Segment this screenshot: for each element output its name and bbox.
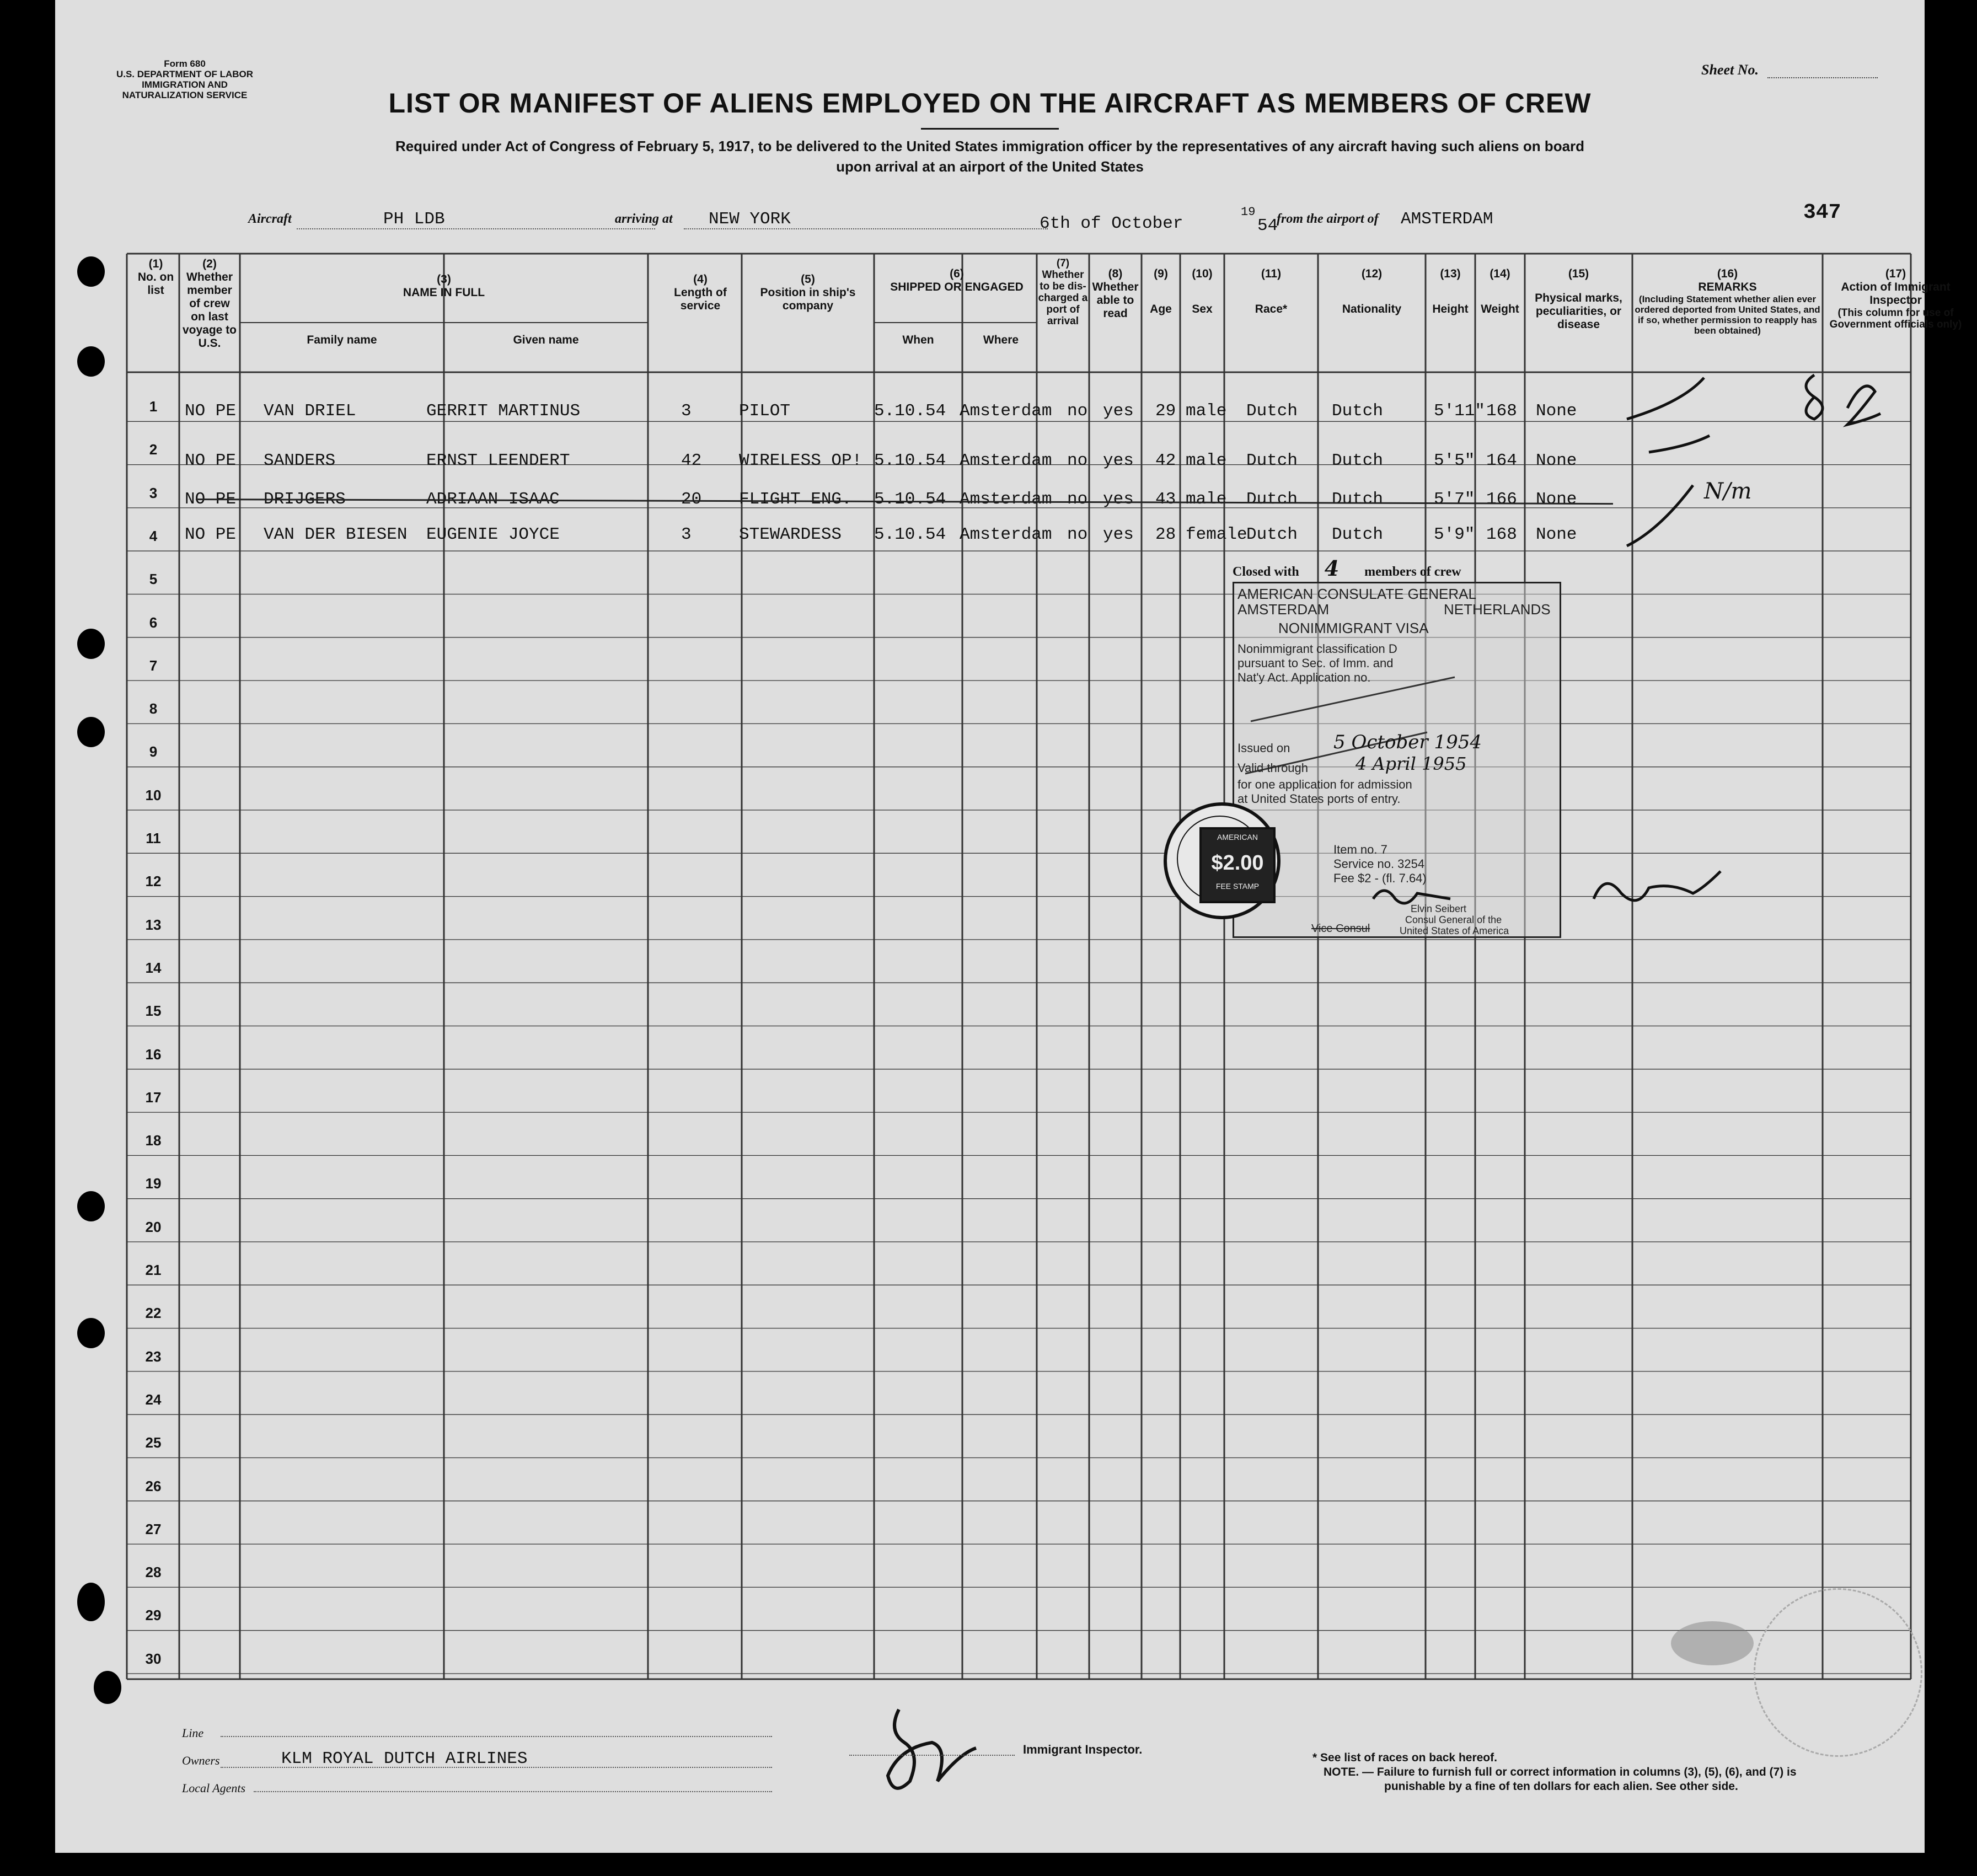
binder-hole <box>77 1191 105 1221</box>
col-8-header: (8) Whether able to read <box>1092 267 1139 320</box>
cell-service: 20 <box>681 490 702 509</box>
col-13-header: (13) Height <box>1432 267 1469 315</box>
from-value: AMSTERDAM <box>1401 210 1493 229</box>
from-label: from the airport of <box>1277 212 1379 226</box>
row-number: 7 <box>149 657 158 674</box>
row-number: 15 <box>145 1003 162 1020</box>
page-number: 347 <box>1803 201 1841 224</box>
row-number: 13 <box>145 916 162 933</box>
cell-last: NO PE <box>185 451 237 470</box>
row-number: 5 <box>149 571 158 588</box>
row-number: 30 <box>145 1650 162 1667</box>
col-5-header: (5) Position in ship's company <box>760 273 856 312</box>
cell-sex: male <box>1186 451 1227 470</box>
cell-when: 5.10.54 <box>874 451 946 470</box>
row-number: 21 <box>145 1262 162 1278</box>
local-agents-label: Local Agents <box>182 1781 246 1795</box>
col-1-header: (1) No. on list <box>137 258 174 297</box>
col-6a-header: When <box>902 334 934 346</box>
row-number: 12 <box>145 873 162 890</box>
binder-hole <box>77 717 105 747</box>
row-number: 17 <box>145 1089 162 1106</box>
inspector-signature <box>838 1698 1037 1798</box>
cell-read: yes <box>1103 490 1134 509</box>
cell-where: Amsterdam <box>960 525 1052 544</box>
closed-with: Closed with 4 members of crew <box>1233 556 1461 581</box>
cell-family: VAN DER BIESEN <box>264 525 408 544</box>
cell-age: 42 <box>1155 451 1176 470</box>
department: U.S. DEPARTMENT OF LABOR <box>116 69 254 79</box>
cell-position: PILOT <box>739 401 791 421</box>
column-headers <box>55 251 1962 372</box>
cell-service: 3 <box>681 401 692 421</box>
cell-race: Dutch <box>1246 451 1298 470</box>
arriving-value: NEW YORK <box>709 210 791 229</box>
local-agents-field <box>254 1791 772 1792</box>
cell-family: VAN DRIEL <box>264 401 356 421</box>
row-number: 1 <box>149 398 158 415</box>
footer <box>55 1698 1925 1853</box>
cell-read: yes <box>1103 451 1134 470</box>
col-3a-header: Family name <box>307 334 377 346</box>
row-number: 29 <box>145 1607 162 1624</box>
col-7-header: (7) Whether to be dis-charged a port of arrival <box>1038 258 1088 327</box>
row-number: 26 <box>145 1477 162 1494</box>
row-number: 16 <box>145 1046 162 1063</box>
consul-signature <box>1362 860 1748 921</box>
row-number: 4 <box>149 527 158 544</box>
row-number: 10 <box>145 786 162 803</box>
cell-nationality: Dutch <box>1332 451 1384 470</box>
cell-age: 29 <box>1155 401 1176 421</box>
owners-field <box>221 1767 772 1768</box>
cell-weight: 166 <box>1486 490 1517 509</box>
binder-hole <box>94 1671 121 1704</box>
cell-sex: male <box>1186 490 1227 509</box>
cell-nationality: Dutch <box>1332 490 1384 509</box>
cell-last: NO PE <box>185 490 237 509</box>
row-number: 19 <box>145 1175 162 1192</box>
col-6b-header: Where <box>983 334 1019 346</box>
service-name: IMMIGRATION AND NATURALIZATION SERVICE <box>122 79 248 100</box>
cell-where: Amsterdam <box>960 490 1052 509</box>
cell-given: ADRIAAN ISAAC <box>426 490 560 509</box>
date-value: 6th of October <box>1040 214 1183 233</box>
cell-position: WIRELESS OP! <box>739 451 862 470</box>
remarks-handwriting <box>1616 364 1903 540</box>
cell-race: Dutch <box>1246 490 1298 509</box>
form-number: Form 680 <box>164 58 206 69</box>
cell-age: 28 <box>1155 525 1176 544</box>
binder-hole <box>77 629 105 659</box>
row-number: 2 <box>149 441 158 458</box>
cell-discharged: no <box>1067 401 1088 421</box>
line-label: Line <box>182 1726 204 1740</box>
cell-last: NO PE <box>185 401 237 421</box>
cell-given: EUGENIE JOYCE <box>426 525 560 544</box>
cell-read: yes <box>1103 401 1134 421</box>
cell-height: 5'11" <box>1434 401 1486 421</box>
cell-marks: None <box>1536 401 1577 421</box>
row-number: 27 <box>145 1520 162 1537</box>
cell-when: 5.10.54 <box>874 490 946 509</box>
cell-race: Dutch <box>1246 525 1298 544</box>
col-6-header: (6) SHIPPED OR ENGAGED <box>890 267 1024 293</box>
cell-where: Amsterdam <box>960 451 1052 470</box>
year-prefix: 19 <box>1241 205 1256 219</box>
remarks-row-3-mark: N/m <box>1704 479 1752 504</box>
col-9-header: (9) Age <box>1150 267 1172 315</box>
cell-discharged: no <box>1067 451 1088 470</box>
cell-marks: None <box>1536 451 1577 470</box>
year-suffix: 54 <box>1257 216 1278 235</box>
row-number: 20 <box>145 1218 162 1235</box>
cell-given: GERRIT MARTINUS <box>426 401 581 421</box>
cell-nationality: Dutch <box>1332 525 1384 544</box>
row-number: 28 <box>145 1564 162 1581</box>
row-number: 22 <box>145 1305 162 1322</box>
inspector-label: Immigrant Inspector. <box>1023 1743 1143 1756</box>
penalty-note-1: NOTE. — Failure to furnish full or correct information in columns (3), (5), (6), and (7) is <box>1324 1766 1797 1778</box>
cell-height: 5'5" <box>1434 451 1475 470</box>
visa-stamp: AMERICAN CONSULATE GENERAL AMSTERDAM NETHERLANDS NONIMMIGRANT VISA Nonimmigrant classification D pursuant to Sec. of Imm. and Nat'y Act. Application no. Issued on 5 October 1954 Valid through 4 April 1955 for one application for admission at United States ports of entry. Item no. 7 Service no. 3254 Fee $2 - (fl. 7.64) Elvin Seibert Consul General of the Vice Consul United States of America <box>1233 582 1561 938</box>
col-14-header: (14) Weight <box>1481 267 1519 315</box>
row-number: 6 <box>149 614 158 631</box>
sheet-label: Sheet No. <box>1701 62 1759 78</box>
aircraft-value: PH LDB <box>383 210 445 229</box>
cell-weight: 168 <box>1486 525 1517 544</box>
binder-hole <box>77 1318 105 1348</box>
cell-position: STEWARDESS <box>739 525 842 544</box>
cell-service: 3 <box>681 525 692 544</box>
cell-age: 43 <box>1155 490 1176 509</box>
fee-stamp: AMERICAN $2.00 FEE STAMP <box>1199 827 1276 903</box>
col-16-header: (16) REMARKS (Including Statement whether alien ever ordered deported from United States, and if so, whether permission to reapply has been obtained) <box>1635 267 1820 336</box>
cell-position: FLIGHT ENG. <box>739 490 852 509</box>
row-number: 8 <box>149 700 158 717</box>
cell-discharged: no <box>1067 490 1088 509</box>
row-number: 23 <box>145 1348 162 1365</box>
cell-weight: 168 <box>1486 401 1517 421</box>
row-number: 25 <box>145 1434 162 1451</box>
owners-value: KLM ROYAL DUTCH AIRLINES <box>281 1749 528 1768</box>
col-3-header: (3) NAME IN FULL <box>403 273 485 299</box>
cell-race: Dutch <box>1246 401 1298 421</box>
col-15-header: (15) Physical marks, peculiarities, or disease <box>1535 267 1622 331</box>
form-title: LIST OR MANIFEST OF ALIENS EMPLOYED ON THE AIRCRAFT AS MEMBERS OF CREW <box>388 88 1592 119</box>
binder-hole <box>77 256 105 287</box>
cell-marks: None <box>1536 525 1577 544</box>
col-3b-header: Given name <box>513 334 579 346</box>
cell-discharged: no <box>1067 525 1088 544</box>
cell-family: SANDERS <box>264 451 336 470</box>
cell-read: yes <box>1103 525 1134 544</box>
cell-last: NO PE <box>185 525 237 544</box>
aircraft-label: Aircraft <box>248 212 292 226</box>
col-2-header: (2) Whether member of crew on last voyage to U.S. <box>182 258 237 350</box>
owners-label: Owners <box>182 1754 220 1767</box>
subtitle-2: upon arrival at an airport of the United States <box>836 158 1144 175</box>
manifest-page <box>55 0 1962 1853</box>
cell-height: 5'7" <box>1434 490 1475 509</box>
arriving-label: arriving at <box>615 212 673 226</box>
paper-damage <box>1671 1621 1754 1665</box>
cell-given: ERNST LEENDERT <box>426 451 570 470</box>
cell-where: Amsterdam <box>960 401 1052 421</box>
cell-marks: None <box>1536 490 1577 509</box>
cell-when: 5.10.54 <box>874 401 946 421</box>
line-field <box>221 1736 772 1737</box>
races-note: * See list of races on back hereof. <box>1312 1751 1497 1764</box>
cell-family: DRIJGERS <box>264 490 346 509</box>
binder-hole <box>77 1583 105 1621</box>
cell-weight: 164 <box>1486 451 1517 470</box>
row-number: 14 <box>145 959 162 976</box>
col-12-header: (12) Nationality <box>1342 267 1402 315</box>
row-number: 3 <box>149 484 158 501</box>
row-number: 9 <box>149 743 158 760</box>
binder-hole <box>77 346 105 377</box>
cell-when: 5.10.54 <box>874 525 946 544</box>
penalty-note-2: punishable by a fine of ten dollars for each alien. See other side. <box>1384 1780 1738 1793</box>
cell-sex: female <box>1186 525 1247 544</box>
cell-height: 5'9" <box>1434 525 1475 544</box>
col-10-header: (10) Sex <box>1192 267 1213 315</box>
col-17-header: (17) Action of Immigrant Inspector (This column for use of Government officials only) <box>1829 267 1962 330</box>
cell-sex: male <box>1186 401 1227 421</box>
row-number: 18 <box>145 1132 162 1149</box>
col-11-header: (11) Race* <box>1255 267 1288 315</box>
subtitle-1: Required under Act of Congress of February 5, 1917, to be delivered to the United States immigration officer by the representatives of any aircraft having such aliens on board <box>395 138 1585 154</box>
cell-service: 42 <box>681 451 702 470</box>
row-number: 24 <box>145 1391 162 1408</box>
cell-nationality: Dutch <box>1332 401 1384 421</box>
inspector-field <box>849 1755 1015 1756</box>
row-number: 11 <box>146 830 161 846</box>
col-4-header: (4) Length of service <box>674 273 727 312</box>
